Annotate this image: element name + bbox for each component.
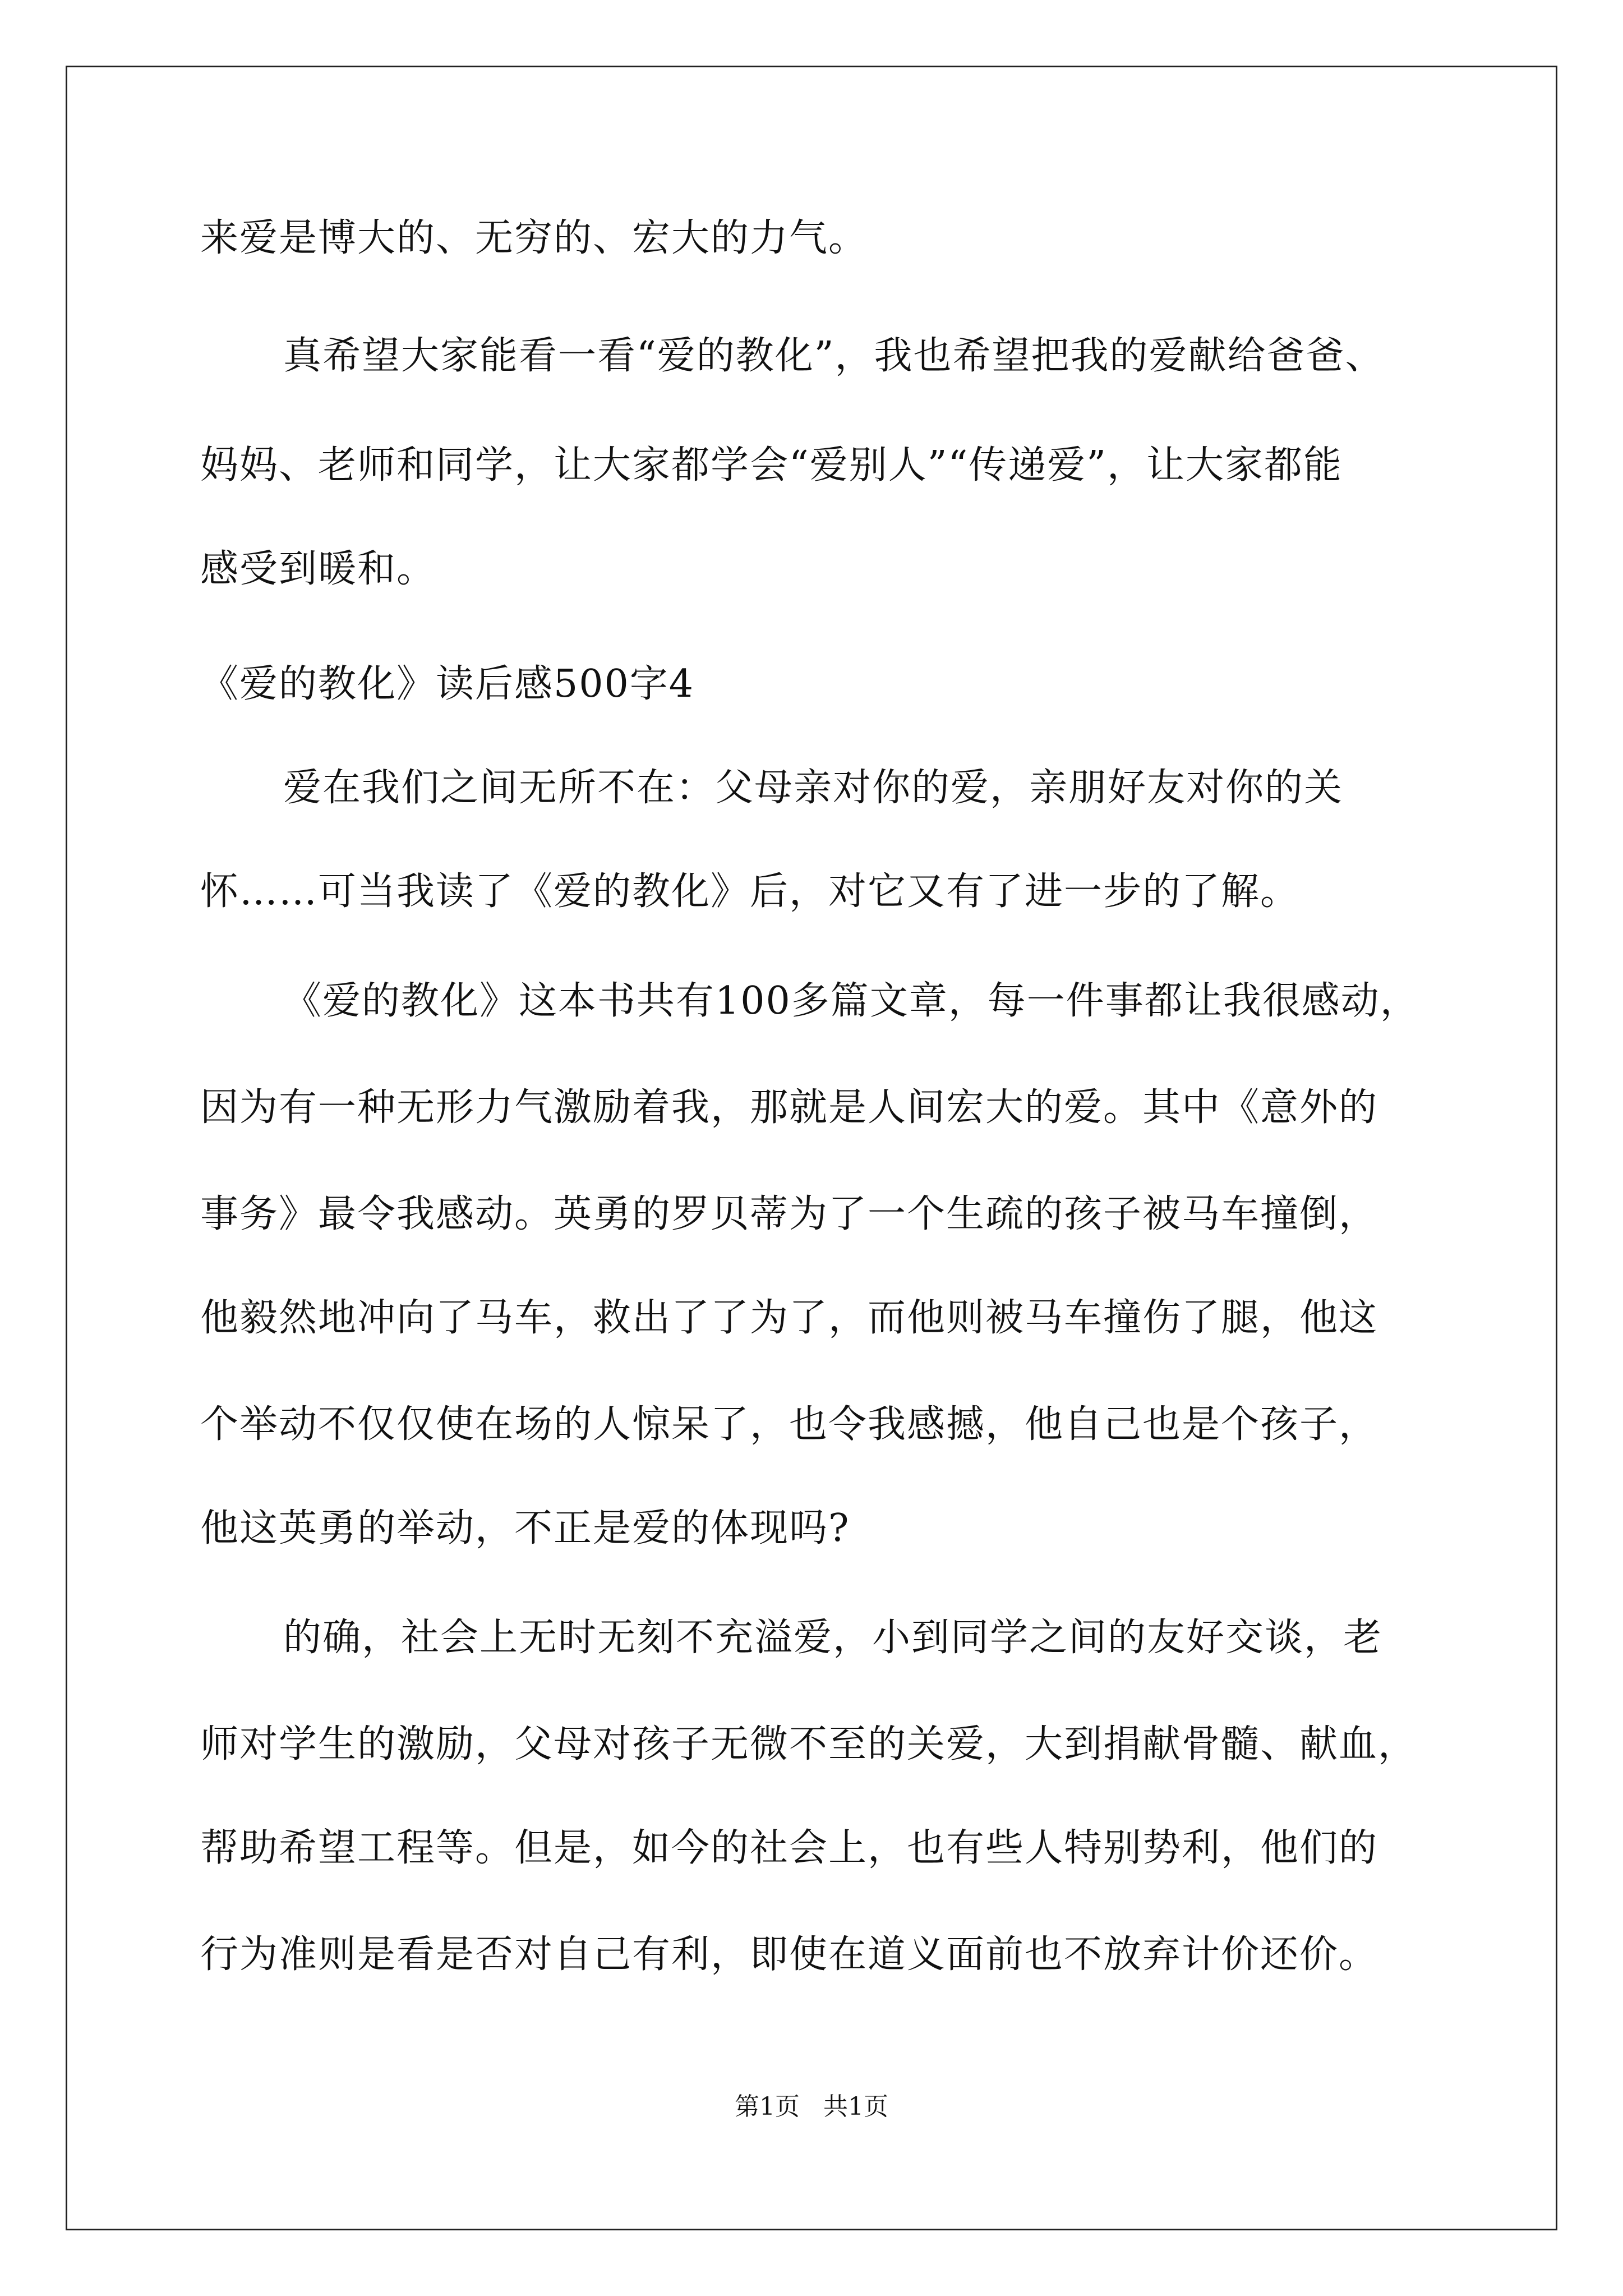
body-line-6: 爱在我们之间无所不在：父母亲对你的爱，亲朋好友对你的关	[283, 766, 1344, 810]
page-border	[66, 66, 1557, 2230]
body-line-2: 真希望大家能看一看“爱的教化”，我也希望把我的爱献给爸爸、	[283, 334, 1385, 378]
body-line-10: 事务》最令我感动。英勇的罗贝蒂为了一个生疏的孩子被马车撞倒，	[200, 1192, 1378, 1236]
body-line-17: 行为准则是看是否对自己有利，即使在道义面前也不放弃计价还价。	[200, 1932, 1378, 1977]
body-line-1: 来爱是博大的、无穷的、宏大的力气。	[200, 216, 868, 260]
body-line-15: 师对学生的激励，父母对孩子无微不至的关爱，大到捐献骨髓、献血，	[200, 1722, 1418, 1766]
body-line-16: 帮助希望工程等。但是，如今的社会上，也有些人特别势利，他们的	[200, 1826, 1378, 1870]
body-line-3: 妈妈、老师和同学，让大家都学会“爱别人”“传递爱”，让大家都能	[200, 443, 1343, 487]
body-line-8: 《爱的教化》这本书共有100多篇文章，每一件事都让我很感动，	[283, 979, 1419, 1023]
body-line-7: 怀……可当我读了《爱的教化》后，对它又有了进一步的了解。	[200, 869, 1300, 914]
body-line-14: 的确，社会上无时无刻不充溢爱，小到同学之间的友好交谈，老	[283, 1616, 1383, 1660]
body-line-11: 他毅然地冲向了马车，救出了了为了，而他则被马车撞伤了腿，他这	[200, 1296, 1378, 1340]
body-line-13: 他这英勇的举动，不正是爱的体现吗?	[200, 1506, 850, 1550]
page-footer: 第1页 共1页	[735, 2092, 888, 2121]
section-heading: 《爱的教化》读后感500字4	[200, 662, 695, 706]
body-line-9: 因为有一种无形力气激励着我，那就是人间宏大的爱。其中《意外的	[200, 1085, 1378, 1130]
body-line-4: 感受到暖和。	[200, 547, 436, 591]
body-line-12: 个举动不仅仅使在场的人惊呆了，也令我感撼，他自己也是个孩子，	[200, 1402, 1378, 1447]
